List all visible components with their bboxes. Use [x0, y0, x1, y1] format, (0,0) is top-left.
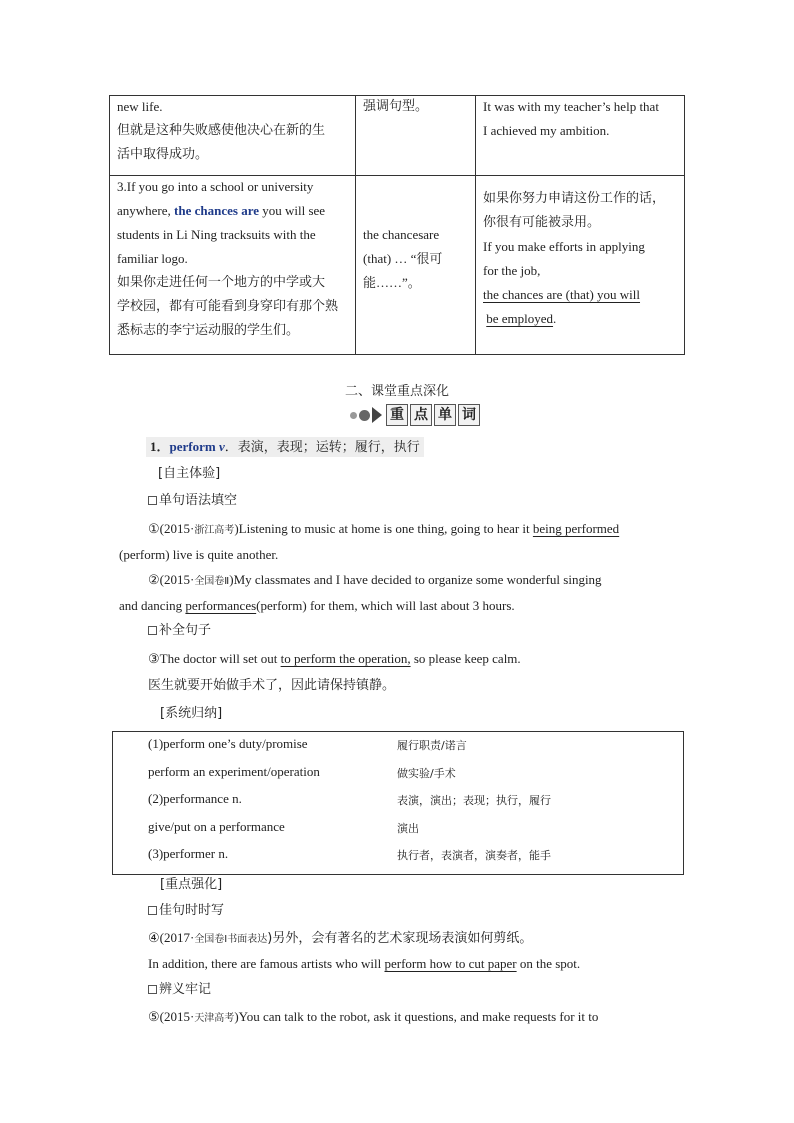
table-row2-col3 — [483, 187, 665, 331]
summary-en: give/put on a performance — [148, 819, 285, 834]
summary-zh: 履行职责/诺言 — [397, 739, 467, 752]
summary-en: (2)performance n. — [148, 791, 242, 806]
section-title: 二、课堂重点深化 — [344, 384, 449, 399]
summary-en: perform an experiment/operation — [148, 764, 320, 779]
summary-box — [112, 731, 684, 875]
headword: perform — [169, 439, 216, 454]
row1-text: new life. — [117, 99, 163, 114]
answer-text: performances — [185, 598, 257, 613]
row2-text: be employed. — [486, 311, 557, 326]
question-1: ①(2015·浙江高考)Listening to music at home is one thing, going to hear it being performed — [148, 521, 620, 536]
table-row2-col1 — [117, 175, 338, 343]
banner-char: 重 — [386, 404, 408, 426]
memo-title: 辨义牢记 — [148, 980, 211, 1000]
key-reinforce-label: [重点强化] — [160, 877, 223, 892]
row2-text: (that) … “很可 — [363, 251, 443, 266]
system-summary-label: [系统归纳] — [160, 706, 223, 721]
summary-en: (3)performer n. — [148, 846, 229, 861]
row2-text: for the job, — [483, 263, 541, 278]
banner-char: 单 — [434, 404, 456, 426]
answer-text: perform how to cut paper — [384, 956, 517, 971]
table-row1-col3 — [483, 95, 659, 143]
complete-sentence-title: 补全句子 — [148, 621, 211, 641]
table-row1-col2: 强调句型。 — [363, 99, 429, 114]
row2-text: 你很有可能被录用。 — [483, 215, 601, 230]
row2-text: 3.If you go into a school or university — [117, 179, 314, 194]
answer-text: the chances are (that) you will — [483, 287, 641, 302]
row2-text: 如果你努力申请这份工作的话， — [483, 191, 666, 206]
summary-zh: 表演，演出；表现；执行，履行 — [397, 794, 551, 807]
summary-en: (1)perform one’s duty/promise — [148, 736, 308, 751]
row2-text: anywhere, the chances are you will see — [117, 203, 326, 218]
summary-zh: 演出 — [397, 822, 419, 835]
key-words-banner — [350, 404, 482, 426]
row2-text: the chancesare — [363, 227, 440, 242]
question-5: ⑤(2015·天津高考)You can talk to the robot, ask it questions, and make requests for it to — [148, 1009, 599, 1024]
question-1-cont: (perform) live is quite another. — [119, 547, 279, 562]
question-4-en: In addition, there are famous artists who will perform how to cut paper on the spot. — [148, 956, 581, 971]
fill-blank-title: 单句语法填空 — [148, 491, 237, 511]
key-phrase: the chances are — [174, 203, 259, 218]
dot-icon — [350, 412, 357, 419]
answer-text: to perform the operation, — [280, 651, 411, 666]
summary-zh: 做实验/手术 — [397, 767, 456, 780]
square-icon — [148, 496, 157, 505]
row2-text: familiar logo. — [117, 251, 188, 266]
arrow-icon — [372, 407, 382, 423]
dot-icon — [359, 410, 370, 421]
row2-text: 能……”。 — [363, 275, 421, 290]
question-3-zh: 医生就要开始做手术了，因此请保持镇静。 — [148, 678, 396, 693]
question-2-cont: and dancing performances(perform) for them, which will last about 3 hours. — [119, 598, 515, 613]
table-row2-col2 — [363, 223, 442, 295]
square-icon — [148, 985, 157, 994]
row2-text: If you make efforts in applying — [483, 239, 645, 254]
row2-text: students in Li Ning tracksuits with the — [117, 227, 316, 242]
banner-char: 点 — [410, 404, 432, 426]
comparison-table — [109, 95, 685, 355]
answer-text: being performed — [532, 521, 620, 536]
question-3: ③The doctor will set out to perform the operation, so please keep calm. — [148, 651, 521, 666]
table-row1-col1 — [117, 95, 325, 167]
row2-text: 如果你走进任何一个地方的中学或大 — [117, 275, 326, 290]
word-heading: 1．perform v．表演，表现；运转；履行，执行 — [146, 437, 424, 457]
row1-text: 活中取得成功。 — [117, 147, 209, 162]
answer-text: be employed — [486, 311, 554, 326]
row1-text: It was with my teacher’s help that — [483, 99, 659, 114]
row2-text: 学校园，都有可能看到身穿印有那个熟 — [117, 299, 339, 314]
self-experience-label: [自主体验] — [158, 466, 221, 481]
row1-text: I achieved my ambition. — [483, 123, 610, 138]
row1-text: 但就是这种失败感使他决心在新的生 — [117, 123, 326, 138]
summary-zh: 执行者，表演者，演奏者，能手 — [397, 849, 551, 862]
square-icon — [148, 906, 157, 915]
question-4: ④(2017·全国卷Ⅰ书面表达)另外，会有著名的艺术家现场表演如何剪纸。 — [148, 930, 533, 946]
square-icon — [148, 626, 157, 635]
row2-text: 悉标志的李宁运动服的学生们。 — [117, 323, 300, 338]
banner-char: 词 — [458, 404, 480, 426]
question-2: ②(2015·全国卷Ⅱ)My classmates and I have decided to organize some wonderful singing — [148, 572, 602, 587]
write-title: 佳句时时写 — [148, 901, 224, 921]
